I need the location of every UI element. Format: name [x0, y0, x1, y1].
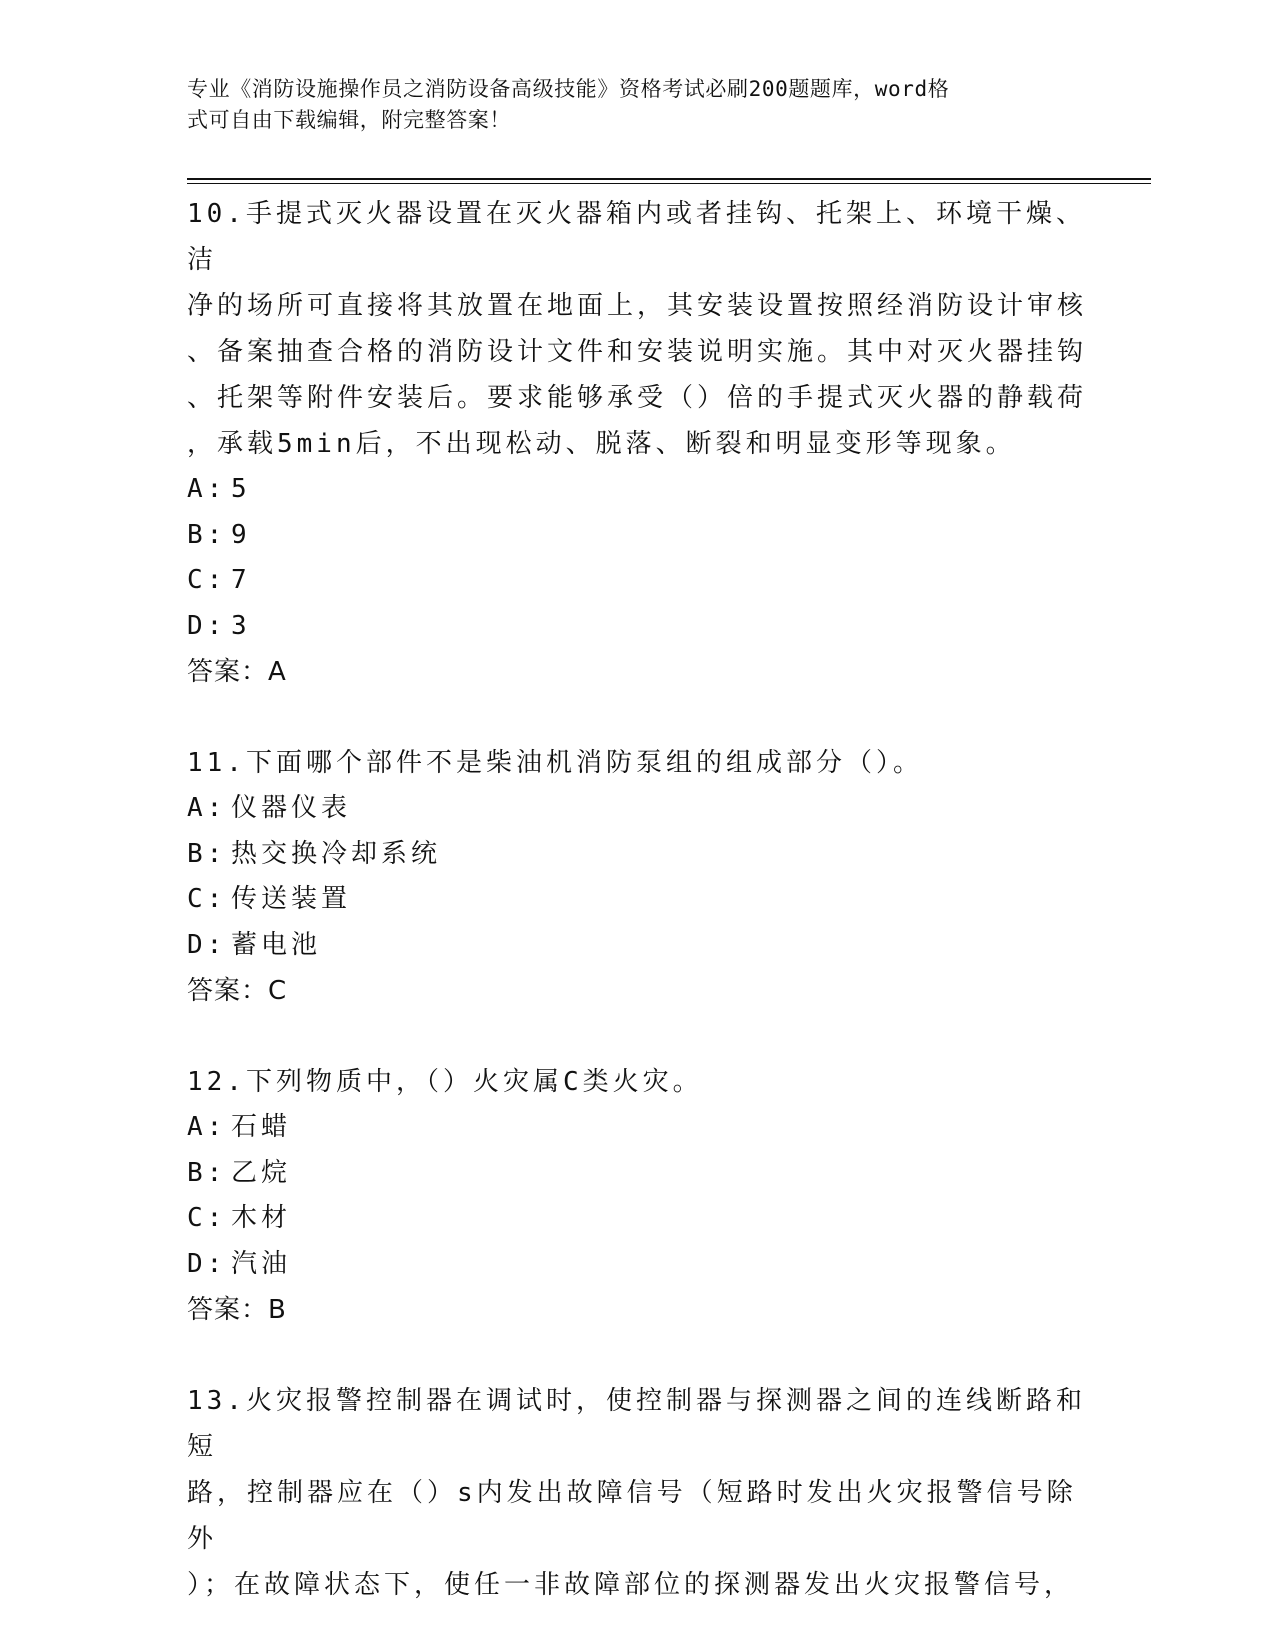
- answer-line: 答案：C: [187, 976, 288, 1006]
- option-letter: B:: [187, 519, 227, 550]
- option-a: [187, 786, 1087, 832]
- option-text: 热交换冷却系统: [231, 838, 442, 869]
- question-stem-line: ）；在故障状态下，使任一非故障部位的探测器发出火灾报警信号，: [187, 1570, 1075, 1600]
- question-spacer: [187, 695, 1087, 740]
- option-letter: C:: [187, 565, 227, 595]
- question-stem-line: 11.下面哪个部件不是柴油机消防泵组的组成部分（）。: [187, 748, 923, 778]
- answer-line: 答案：B: [187, 1295, 287, 1325]
- option-text: 传送装置: [231, 884, 352, 914]
- option-text: 仪器仪表: [231, 793, 352, 823]
- question-10: [187, 191, 1087, 695]
- option-d: [187, 604, 1087, 650]
- question-12: [187, 1059, 1087, 1333]
- question-stem-line: 13.火灾报警控制器在调试时，使控制器与探测器之间的连线断路和短: [187, 1386, 1086, 1462]
- option-letter: A:: [187, 1112, 227, 1142]
- option-letter: D:: [187, 1248, 227, 1279]
- question-stem-line: 净的场所可直接将其放置在地面上，其安装设置按照经消防设计审核: [187, 291, 1088, 321]
- option-text: 汽油: [231, 1248, 292, 1279]
- question-list: [187, 191, 1087, 1608]
- question-spacer: [187, 1333, 1087, 1378]
- question-stem-line: 10.手提式灭火器设置在灭火器箱内或者挂钩、托架上、环境干燥、洁: [187, 199, 1086, 275]
- question-spacer: [187, 1014, 1087, 1059]
- option-b: [187, 513, 1087, 559]
- option-c: [187, 1196, 1087, 1242]
- question-stem-line: 、托架等附件安装后。要求能够承受（）倍的手提式灭火器的静载荷: [187, 383, 1088, 413]
- option-d: [187, 923, 1087, 969]
- option-a: [187, 467, 1087, 513]
- question-13: [187, 1378, 1087, 1608]
- header-line-2: 式可自由下载编辑，附完整答案！: [187, 108, 511, 132]
- question-stem-line: 12.下列物质中，（）火灾属C类火灾。: [187, 1067, 703, 1097]
- option-letter: C:: [187, 884, 227, 914]
- option-text: 木材: [231, 1203, 292, 1233]
- option-letter: D:: [187, 610, 227, 641]
- question-stem-line: ，承载5min后，不出现松动、脱落、断裂和明显变形等现象。: [187, 429, 1016, 459]
- question-stem-line: 、备案抽查合格的消防设计文件和安装说明实施。其中对灭火器挂钩: [187, 337, 1088, 367]
- option-c: [187, 877, 1087, 923]
- option-b: [187, 832, 1087, 878]
- option-text: 7: [231, 565, 251, 595]
- document-header: [187, 74, 1067, 136]
- option-letter: C:: [187, 1203, 227, 1233]
- question-stem-line: 路，控制器应在（）s内发出故障信号（短路时发出火灾报警信号除外: [187, 1478, 1077, 1554]
- header-line-1: 专业《消防设施操作员之消防设备高级技能》资格考试必刷200题题库，word格: [187, 77, 950, 101]
- option-letter: D:: [187, 929, 227, 960]
- option-letter: A:: [187, 474, 227, 504]
- header-divider-thin: [187, 183, 1151, 184]
- option-letter: A:: [187, 793, 227, 823]
- answer-line: 答案：A: [187, 657, 287, 687]
- header-divider-thick: [187, 178, 1151, 180]
- option-letter: B:: [187, 1157, 227, 1188]
- option-text: 9: [231, 519, 251, 550]
- option-b: [187, 1151, 1087, 1197]
- option-a: [187, 1105, 1087, 1151]
- option-d: [187, 1242, 1087, 1288]
- option-letter: B:: [187, 838, 227, 869]
- option-text: 乙烷: [231, 1157, 292, 1188]
- option-text: 3: [231, 610, 251, 641]
- option-text: 5: [231, 474, 251, 504]
- option-text: 蓄电池: [231, 929, 322, 960]
- question-11: [187, 740, 1087, 1014]
- option-c: [187, 558, 1087, 604]
- option-text: 石蜡: [231, 1112, 292, 1142]
